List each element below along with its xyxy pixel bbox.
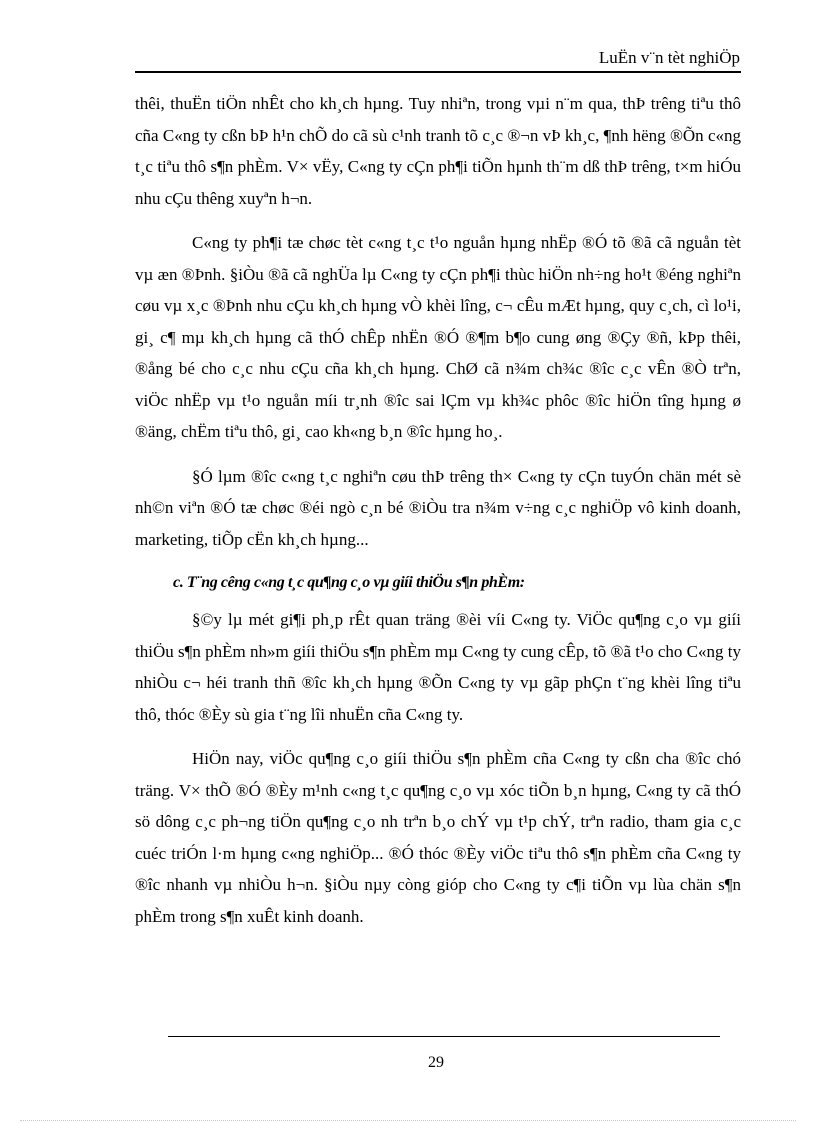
- page-number: 29: [428, 1054, 444, 1071]
- paragraph-4: §©y lµ mét gi¶i ph¸p rÊt quan träng ®èi víi C«ng ty. ViÖc qu¶ng c¸o vµ giíi thiÖu s¶n phÈm nh»m giíi thiÖu s¶n phÈm mµ C«ng ty cung cÊp, tõ ®ã t¹o cho C«ng ty nhiÒu c¬ héi tranh thñ ®îc kh¸ch hµng ®Õn C«ng ty vµ gãp phÇn t¨ng khèi lîng tiªu thô, thóc ®Èy sù gia t¨ng lîi nhuËn cña C«ng ty.: [135, 610, 741, 724]
- paragraph-3: §Ó lµm ®îc c«ng t¸c nghiªn cøu thÞ trêng th× C«ng ty cÇn tuyÓn chän mét sè nh©n viªn ®Ó tæ chøc ®éi ngò c¸n bé ®iÒu tra n¾m v÷ng c¸c nghiÖp vô kinh doanh, marketing, tiÕp cËn kh¸ch hµng...: [135, 466, 741, 549]
- running-header-title: LuËn v¨n tèt nghiÖp: [598, 48, 740, 67]
- page-edge-divider: [20, 1120, 796, 1121]
- paragraph-1: thêi, thuËn tiÖn nhÊt cho kh¸ch hµng. Tuy nhiªn, trong vµi n¨m qua, thÞ trêng tiªu thô cña C«ng ty cßn bÞ h¹n chÕ do cã sù c¹nh tranh tõ c¸c ®¬n vÞ kh¸c, ¶nh hëng ®Õn c«ng t¸c tiªu thô s¶n phÈm. V× vËy, C«ng ty cÇn ph¶i tiÕn hµnh th¨m dß thÞ trêng, t×m hiÓu nhu cÇu thêng xuyªn h¬n.: [135, 94, 741, 208]
- footer-rule: [168, 1036, 720, 1037]
- header-rule: [135, 71, 741, 73]
- paragraph-2: C«ng ty ph¶i tæ chøc tèt c«ng t¸c t¹o nguån hµng nhËp ®Ó tõ ®ã cã nguån tèt vµ æn ®Þnh. §iÒu ®ã cã nghÜa lµ C«ng ty cÇn ph¶i thùc hiÖn nh÷ng ho¹t ®éng nghiªn cøu vµ x¸c ®Þnh nhu cÇu kh¸ch hµng vÒ khèi lîng, c¬ cÊu mÆt hµng, quy c¸ch, cì lo¹i, gi¸ c¶ mµ kh¸ch hµng cã thÓ chÊp nhËn ®Ó ®¶m b¶o cung øng ®Çy ®ñ, kÞp thêi, ®ång bé cho c¸c nhu cÇu cña kh¸ch hµng. ChØ cã n¾m ch¾c ®îc c¸c vÊn ®Ò trªn, viÖc nhËp vµ t¹o nguån míi tr¸nh ®îc sai lÇm vµ kh¾c phôc ®îc hiÖn tîng hµng ø ®äng, chËm tiªu thô, gi¸ cao kh«ng b¸n ®îc hµng ho¸.: [135, 233, 741, 441]
- body-text: [135, 88, 741, 945]
- paragraph-5: HiÖn nay, viÖc qu¶ng c¸o giíi thiÖu s¶n phÈm cña C«ng ty cßn cha ®îc chó träng. V× thÕ ®Ó ®Èy m¹nh c«ng t¸c qu¶ng c¸o vµ xóc tiÕn b¸n hµng, C«ng ty cã thÓ sö dông c¸c ph¬ng tiÖn qu¶ng c¸o nh trªn b¸o chÝ vµ t¹p chÝ, trªn radio, tham gia c¸c cuéc triÓn l·m hµng c«ng nghiÖp... ®Ó thóc ®Èy viÖc tiªu thô s¶n phÈm cña C«ng ty ®îc nhanh vµ nhiÒu h¬n. §iÒu nµy còng gióp cho C«ng ty c¶i tiÕn vµ lùa chän s¶n phÈm trong s¶n xuÊt kinh doanh.: [135, 749, 741, 926]
- section-heading: c. T¨ng cêng c«ng t¸c qu¶ng c¸o vµ giíi thiÖu s¶n phÈm:: [173, 574, 525, 591]
